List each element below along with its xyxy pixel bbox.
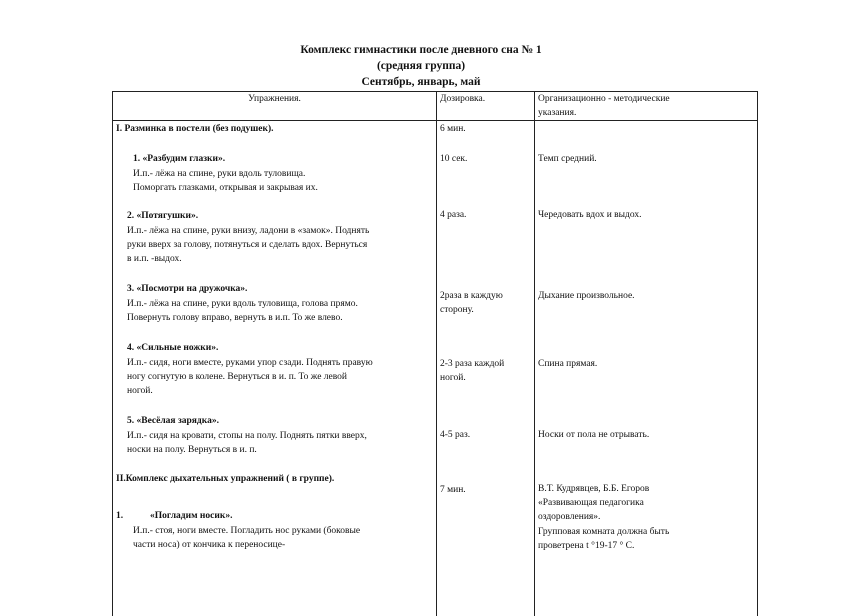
ex5-line1: И.п.- сидя на кровати, стопы на полу. Поднять пятки вверх,: [127, 429, 367, 443]
ex5-title: 5. «Весёлая зарядка».: [127, 414, 219, 428]
ex2-dosage: 4 раза.: [440, 208, 466, 222]
ex1-line1: И.п.- лёжа на спине, руки вдоль туловища.: [133, 167, 305, 181]
header-notes-line2: указания.: [538, 106, 754, 120]
ex4-title: 4. «Сильные ножки».: [127, 341, 218, 355]
ex1-dosage: 10 сек.: [440, 152, 467, 166]
section2-dosage: 7 мин.: [440, 483, 466, 497]
ex4-line3: ногой.: [127, 384, 153, 398]
section2-title: II.Комплекс дыхательных упражнений ( в группе).: [116, 472, 334, 486]
ex3-note: Дыхание произвольное.: [538, 289, 635, 303]
ex3-dosage-line1: 2раза в каждую: [440, 289, 503, 303]
document-title: Комплекс гимнастики после дневного сна № 1: [0, 44, 842, 56]
section2-note-line3: оздоровления».: [538, 510, 600, 524]
document-subtitle-group: (средняя группа): [0, 60, 842, 72]
ex4-line2: ногу согнутую в колене. Вернуться в и. п. То же левой: [127, 370, 347, 384]
ex2-line2: руки вверх за голову, потянуться и сделать вдох. Вернуться: [127, 238, 367, 252]
notes-cell: [535, 121, 758, 616]
header-exercises: Упражнения.: [113, 92, 437, 121]
ex2-line1: И.п.- лёжа на спине, руки внизу, ладони в «замок». Поднять: [127, 224, 369, 238]
section2-note-line1: В.Т. Кудрявцев, Б.Б. Егоров: [538, 482, 649, 496]
section1-title: I. Разминка в постели (без подушек).: [116, 122, 274, 136]
ex6-line1: И.п.- стоя, ноги вместе. Погладить нос руками (боковые: [133, 524, 360, 538]
ex3-line1: И.п.- лёжа на спине, руки вдоль туловища, голова прямо.: [127, 297, 358, 311]
ex6-line2: части носа) от кончика к переносице-: [133, 538, 285, 552]
ex1-line2: Поморгать глазками, открывая и закрывая их.: [133, 181, 318, 195]
ex4-line1: И.п.- сидя, ноги вместе, руками упор сзади. Поднять правую: [127, 356, 373, 370]
ex4-note: Спина прямая.: [538, 357, 597, 371]
exercises-cell: [113, 121, 437, 616]
header-dosage: Дозировка.: [437, 92, 535, 121]
section1-dosage: 6 мин.: [440, 122, 466, 136]
ex6-title: «Погладим носик».: [150, 509, 232, 523]
header-notes-line1: Организационно - методические: [538, 92, 754, 106]
table-body-row: [113, 121, 758, 616]
ex2-line3: в и.п. -выдох.: [127, 252, 182, 266]
section2-note-line4: Групповая комната должна быть: [538, 525, 669, 539]
ex1-title: 1. «Разбудим глазки».: [133, 152, 225, 166]
ex4-dosage-line1: 2-3 раза каждой: [440, 357, 504, 371]
exercise-table: [112, 91, 758, 616]
ex3-dosage-line2: сторону.: [440, 303, 474, 317]
section2-note-line5: проветрена t °19-17 ° С.: [538, 539, 634, 553]
ex6-number: 1.: [116, 509, 123, 523]
ex2-title: 2. «Потягушки».: [127, 209, 198, 223]
ex5-dosage: 4-5 раз.: [440, 428, 470, 442]
ex3-line2: Повернуть голову вправо, вернуть в и.п. То же влево.: [127, 311, 343, 325]
ex4-dosage-line2: ногой.: [440, 371, 466, 385]
table-header-row: [113, 92, 758, 121]
ex5-note: Носки от пола не отрывать.: [538, 428, 649, 442]
dosage-cell: [437, 121, 535, 616]
header-notes: [535, 92, 758, 121]
section2-note-line2: «Развивающая педагогика: [538, 496, 644, 510]
ex2-note: Чередовать вдох и выдох.: [538, 208, 642, 222]
document-subtitle-months: Сентябрь, январь, май: [0, 76, 842, 88]
ex3-title: 3. «Посмотри на дружочка».: [127, 282, 247, 296]
ex1-note: Темп средний.: [538, 152, 597, 166]
ex5-line2: носки на полу. Вернуться в и. п.: [127, 443, 257, 457]
